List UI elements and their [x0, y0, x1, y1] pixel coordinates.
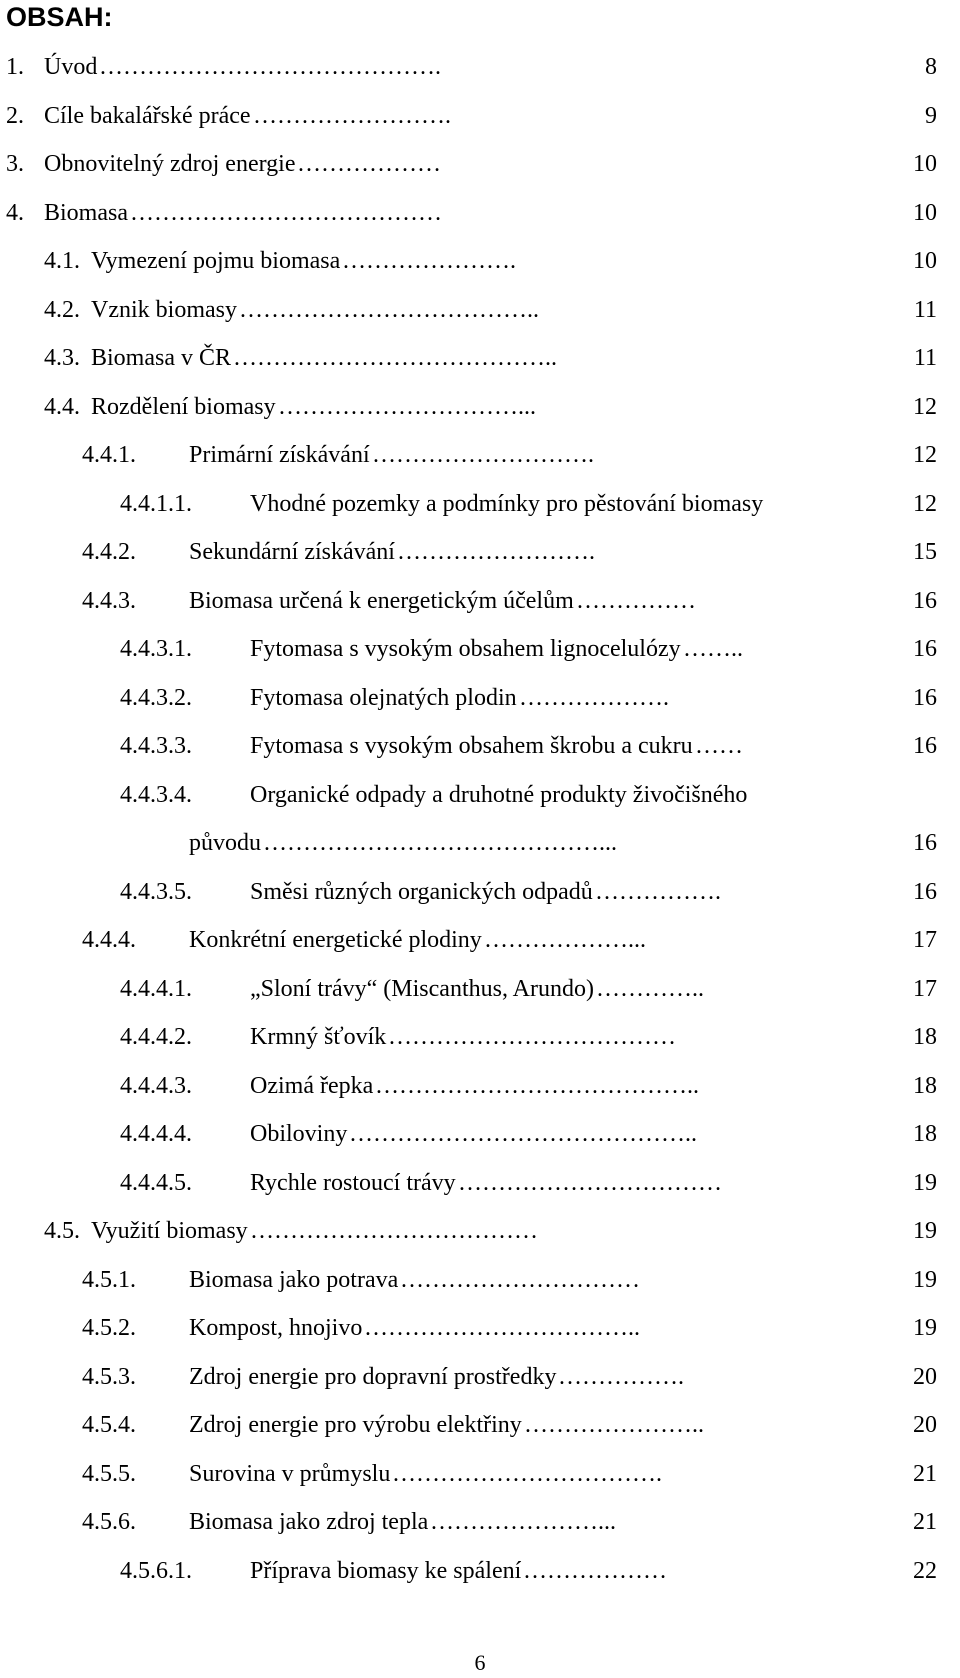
- toc-entry[interactable]: [0, 383, 960, 432]
- toc-entry[interactable]: [0, 1013, 960, 1062]
- toc-entry-number: 4.5.2.: [82, 1315, 136, 1341]
- toc-entry[interactable]: [0, 722, 960, 771]
- toc-entry[interactable]: [0, 480, 960, 529]
- toc-entry-leader: ……………………………………...: [263, 830, 617, 856]
- toc-entry-number: 4.5.3.: [82, 1363, 136, 1390]
- toc-entry-leader: …………………………...: [278, 393, 536, 420]
- toc-entry-title: původu: [189, 830, 261, 856]
- toc-entry-title: Obnovitelný zdroj energie: [44, 151, 296, 177]
- toc-entry-page: 20: [913, 1412, 937, 1438]
- toc-entry-title: „Sloní trávy“ (Miscanthus, Arundo): [250, 975, 594, 1002]
- toc-entry[interactable]: [0, 916, 960, 965]
- toc-entry-leader: ………………….: [342, 248, 516, 274]
- toc-entry-page: 12: [913, 393, 937, 420]
- toc-entry-page: 8: [925, 54, 937, 80]
- toc-entry[interactable]: [0, 189, 960, 238]
- toc-entry[interactable]: [0, 771, 960, 820]
- toc-entry-title: Vhodné pozemky a podmínky pro pěstování biomasy: [250, 490, 764, 517]
- toc-entry-number: 3.: [6, 151, 24, 177]
- toc-entry[interactable]: [0, 965, 960, 1014]
- toc-entry-leader: …………………….: [253, 102, 451, 129]
- toc-entry[interactable]: [0, 1547, 960, 1596]
- toc-entry[interactable]: [0, 1304, 960, 1353]
- toc-entry-page: 19: [913, 1169, 937, 1196]
- toc-entry-leader: …………………………………….: [99, 54, 441, 80]
- toc-entry-title: Obiloviny: [250, 1121, 348, 1147]
- toc-entry-title: Zdroj energie pro dopravní prostředky: [189, 1363, 557, 1390]
- toc-entry[interactable]: [0, 674, 960, 723]
- toc-entry-leader: ……………………………………..: [349, 1121, 697, 1147]
- toc-entry-title: Konkrétní energetické plodiny: [189, 927, 482, 953]
- toc-entry-title: Příprava biomasy ke spálení: [250, 1557, 522, 1584]
- toc-entry-title: Směsi různých organických odpadů: [250, 878, 593, 905]
- toc-entry-leader: ………………………………: [388, 1024, 676, 1050]
- toc-entry-number: 4.1.: [44, 248, 80, 274]
- toc-entry-leader: …………………………………: [130, 199, 442, 226]
- toc-entry-page: 10: [913, 248, 937, 274]
- toc-entry[interactable]: [0, 43, 960, 92]
- toc-entry[interactable]: [0, 334, 960, 383]
- toc-entry-title: Fytomasa s vysokým obsahem škrobu a cukru: [250, 733, 693, 759]
- toc-entry-title: Ozimá řepka: [250, 1072, 374, 1099]
- toc-entry-leader: ……………….: [519, 684, 669, 711]
- toc-entry-title: Krmný šťovík: [250, 1024, 387, 1050]
- toc-entry-leader: …………….: [595, 878, 721, 905]
- toc-entry-leader: ……………………………: [458, 1169, 722, 1196]
- page-number: 6: [474, 1650, 486, 1675]
- toc-entry-page: 16: [913, 587, 937, 614]
- toc-entry-leader: ……………………….: [372, 442, 594, 468]
- toc-entry[interactable]: [0, 577, 960, 626]
- toc-entry[interactable]: [0, 1256, 960, 1305]
- toc-entry-title: Rozdělení biomasy: [91, 393, 276, 420]
- toc-entry-number: 4.4.: [44, 393, 80, 420]
- toc-entry-title: Surovina v průmyslu: [189, 1460, 391, 1487]
- toc-entry[interactable]: [0, 92, 960, 141]
- toc-entry-leader: ………………………………..: [239, 296, 539, 323]
- toc-entry-title: Biomasa v ČR: [91, 345, 232, 371]
- toc-entry-title: Vymezení pojmu biomasa: [91, 248, 341, 274]
- toc-entry-number: 4.4.4.3.: [120, 1072, 192, 1099]
- toc-entry-title: Cíle bakalářské práce: [44, 102, 251, 129]
- toc-entry-title: Využití biomasy: [91, 1218, 248, 1244]
- toc-entry[interactable]: [0, 868, 960, 917]
- toc-entry-number: 4.4.3.4.: [120, 781, 192, 808]
- toc-entry-number: 4.4.3.: [82, 587, 136, 614]
- toc-entry-page: 18: [913, 1121, 937, 1147]
- toc-entry-page: 19: [913, 1218, 937, 1244]
- toc-entry-number: 4.4.1.: [82, 442, 136, 468]
- toc-entry-number: 4.2.: [44, 296, 80, 323]
- toc-entry-leader: …………………………: [400, 1266, 640, 1293]
- page-title: OBSAH:: [6, 2, 113, 32]
- toc-entry-title: Biomasa jako zdroj tepla: [189, 1509, 429, 1535]
- toc-entry-title: Úvod: [44, 54, 98, 80]
- toc-entry-page: 11: [913, 296, 937, 323]
- toc-entry-page: 12: [913, 490, 937, 517]
- toc-entry[interactable]: [0, 237, 960, 286]
- toc-entry[interactable]: [0, 1450, 960, 1499]
- toc-entry-leader: ………………...: [484, 927, 646, 953]
- toc-entry[interactable]: [0, 286, 960, 335]
- toc-entry-number: 4.4.4.2.: [120, 1024, 192, 1050]
- toc-entry[interactable]: [0, 819, 960, 868]
- toc-entry-title: Fytomasa olejnatých plodin: [250, 684, 517, 711]
- toc-entry-page: 16: [913, 636, 937, 662]
- toc-entry-leader: …………….: [558, 1363, 684, 1390]
- toc-entry-title: Sekundární získávání: [189, 539, 395, 565]
- toc-entry[interactable]: [0, 528, 960, 577]
- toc-entry-number: 4.: [6, 199, 24, 226]
- toc-entry[interactable]: [0, 140, 960, 189]
- toc-entry-leader: ……………: [576, 587, 696, 614]
- toc-entry-title: Biomasa jako potrava: [189, 1266, 399, 1293]
- toc-entry-page: 19: [913, 1266, 937, 1293]
- toc-entry-page: 16: [913, 733, 937, 759]
- toc-entry-title: Biomasa určená k energetickým účelům: [189, 587, 574, 614]
- toc-entry-title: Zdroj energie pro výrobu elektřiny: [189, 1412, 522, 1438]
- toc-entry-leader: …………………..: [524, 1412, 704, 1438]
- toc-entry-number: 4.5.6.1.: [120, 1557, 192, 1584]
- toc-entry-title: Organické odpady a druhotné produkty živočišného: [250, 781, 748, 808]
- toc-entry-number: 4.5.1.: [82, 1266, 136, 1293]
- toc-entry-number: 2.: [6, 102, 24, 129]
- toc-entry-leader: …………..: [596, 975, 704, 1002]
- toc-entry-number: 4.4.2.: [82, 539, 136, 565]
- toc-entry-number: 4.4.1.1.: [120, 490, 192, 517]
- toc-entry-number: 4.4.4.5.: [120, 1169, 192, 1196]
- toc-entry-page: 21: [913, 1509, 937, 1535]
- toc-entry-leader: …………………………………..: [233, 345, 557, 371]
- toc-entry-leader: ………………: [297, 151, 441, 177]
- toc-entry-page: 20: [913, 1363, 937, 1390]
- toc-entry-number: 4.4.3.2.: [120, 684, 192, 711]
- toc-entry-number: 4.3.: [44, 345, 80, 371]
- toc-entry-page: 19: [913, 1315, 937, 1341]
- toc-entry[interactable]: [0, 1159, 960, 1208]
- toc-entry-leader: ……………………………..: [364, 1315, 640, 1341]
- toc-entry-page: 18: [913, 1024, 937, 1050]
- toc-entry-leader: …………………….: [397, 539, 595, 565]
- toc-entry[interactable]: [0, 625, 960, 674]
- toc-entry[interactable]: [0, 1062, 960, 1111]
- toc-entry-page: 12: [913, 442, 937, 468]
- toc-entry-number: 4.4.4.: [82, 927, 136, 953]
- toc-entry-title: Fytomasa s vysokým obsahem lignocelulózy: [250, 636, 681, 662]
- toc-entry-number: 4.4.4.1.: [120, 975, 192, 1002]
- toc-entry-number: 1.: [6, 54, 24, 80]
- toc-entry[interactable]: [0, 1401, 960, 1450]
- toc-entry-number: 4.5.5.: [82, 1460, 136, 1487]
- toc-entry-number: 4.5.4.: [82, 1412, 136, 1438]
- toc-entry-page: 16: [913, 878, 937, 905]
- toc-entry-page: 15: [913, 539, 937, 565]
- toc-entry-page: 10: [913, 199, 937, 226]
- toc-entry-page: 9: [925, 102, 937, 129]
- toc-entry-leader: …………………………………..: [375, 1072, 699, 1099]
- toc-entry-title: Vznik biomasy: [91, 296, 237, 323]
- toc-entry-number: 4.4.3.5.: [120, 878, 192, 905]
- toc-entry-page: 11: [913, 345, 937, 371]
- toc-entry-title: Rychle rostoucí trávy: [250, 1169, 456, 1196]
- toc-entry-title: Primární získávání: [189, 442, 370, 468]
- toc-entry-number: 4.5.: [44, 1218, 80, 1244]
- toc-entry-leader: …………………...: [430, 1509, 616, 1535]
- toc-entry-number: 4.4.3.1.: [120, 636, 192, 662]
- toc-entry[interactable]: [0, 1207, 960, 1256]
- toc-entry[interactable]: [0, 1110, 960, 1159]
- toc-entry-page: 17: [913, 927, 937, 953]
- toc-entry-page: 17: [913, 975, 937, 1002]
- toc-entry-page: 22: [913, 1557, 937, 1584]
- toc-entry-leader: ……: [695, 733, 743, 759]
- toc-entry-page: 18: [913, 1072, 937, 1099]
- toc-entry-number: 4.4.3.3.: [120, 733, 192, 759]
- toc-entry-leader: …………………………….: [392, 1460, 662, 1487]
- toc-entry-number: 4.5.6.: [82, 1509, 136, 1535]
- toc-entry[interactable]: [0, 431, 960, 480]
- toc-entry-number: 4.4.4.4.: [120, 1121, 192, 1147]
- toc-entry[interactable]: [0, 1498, 960, 1547]
- toc-entry-page: 21: [913, 1460, 937, 1487]
- toc-entry-page: 16: [913, 684, 937, 711]
- toc-entry-title: Kompost, hnojivo: [189, 1315, 363, 1341]
- toc-entry-page: 16: [913, 830, 937, 856]
- toc-entry[interactable]: [0, 1353, 960, 1402]
- toc-entry-leader: ………………………………: [250, 1218, 538, 1244]
- toc-entry-page: 10: [913, 151, 937, 177]
- toc-entry-leader: ………………: [523, 1557, 667, 1584]
- toc-entry-leader: ……..: [683, 636, 743, 662]
- toc-entry-title: Biomasa: [44, 199, 128, 226]
